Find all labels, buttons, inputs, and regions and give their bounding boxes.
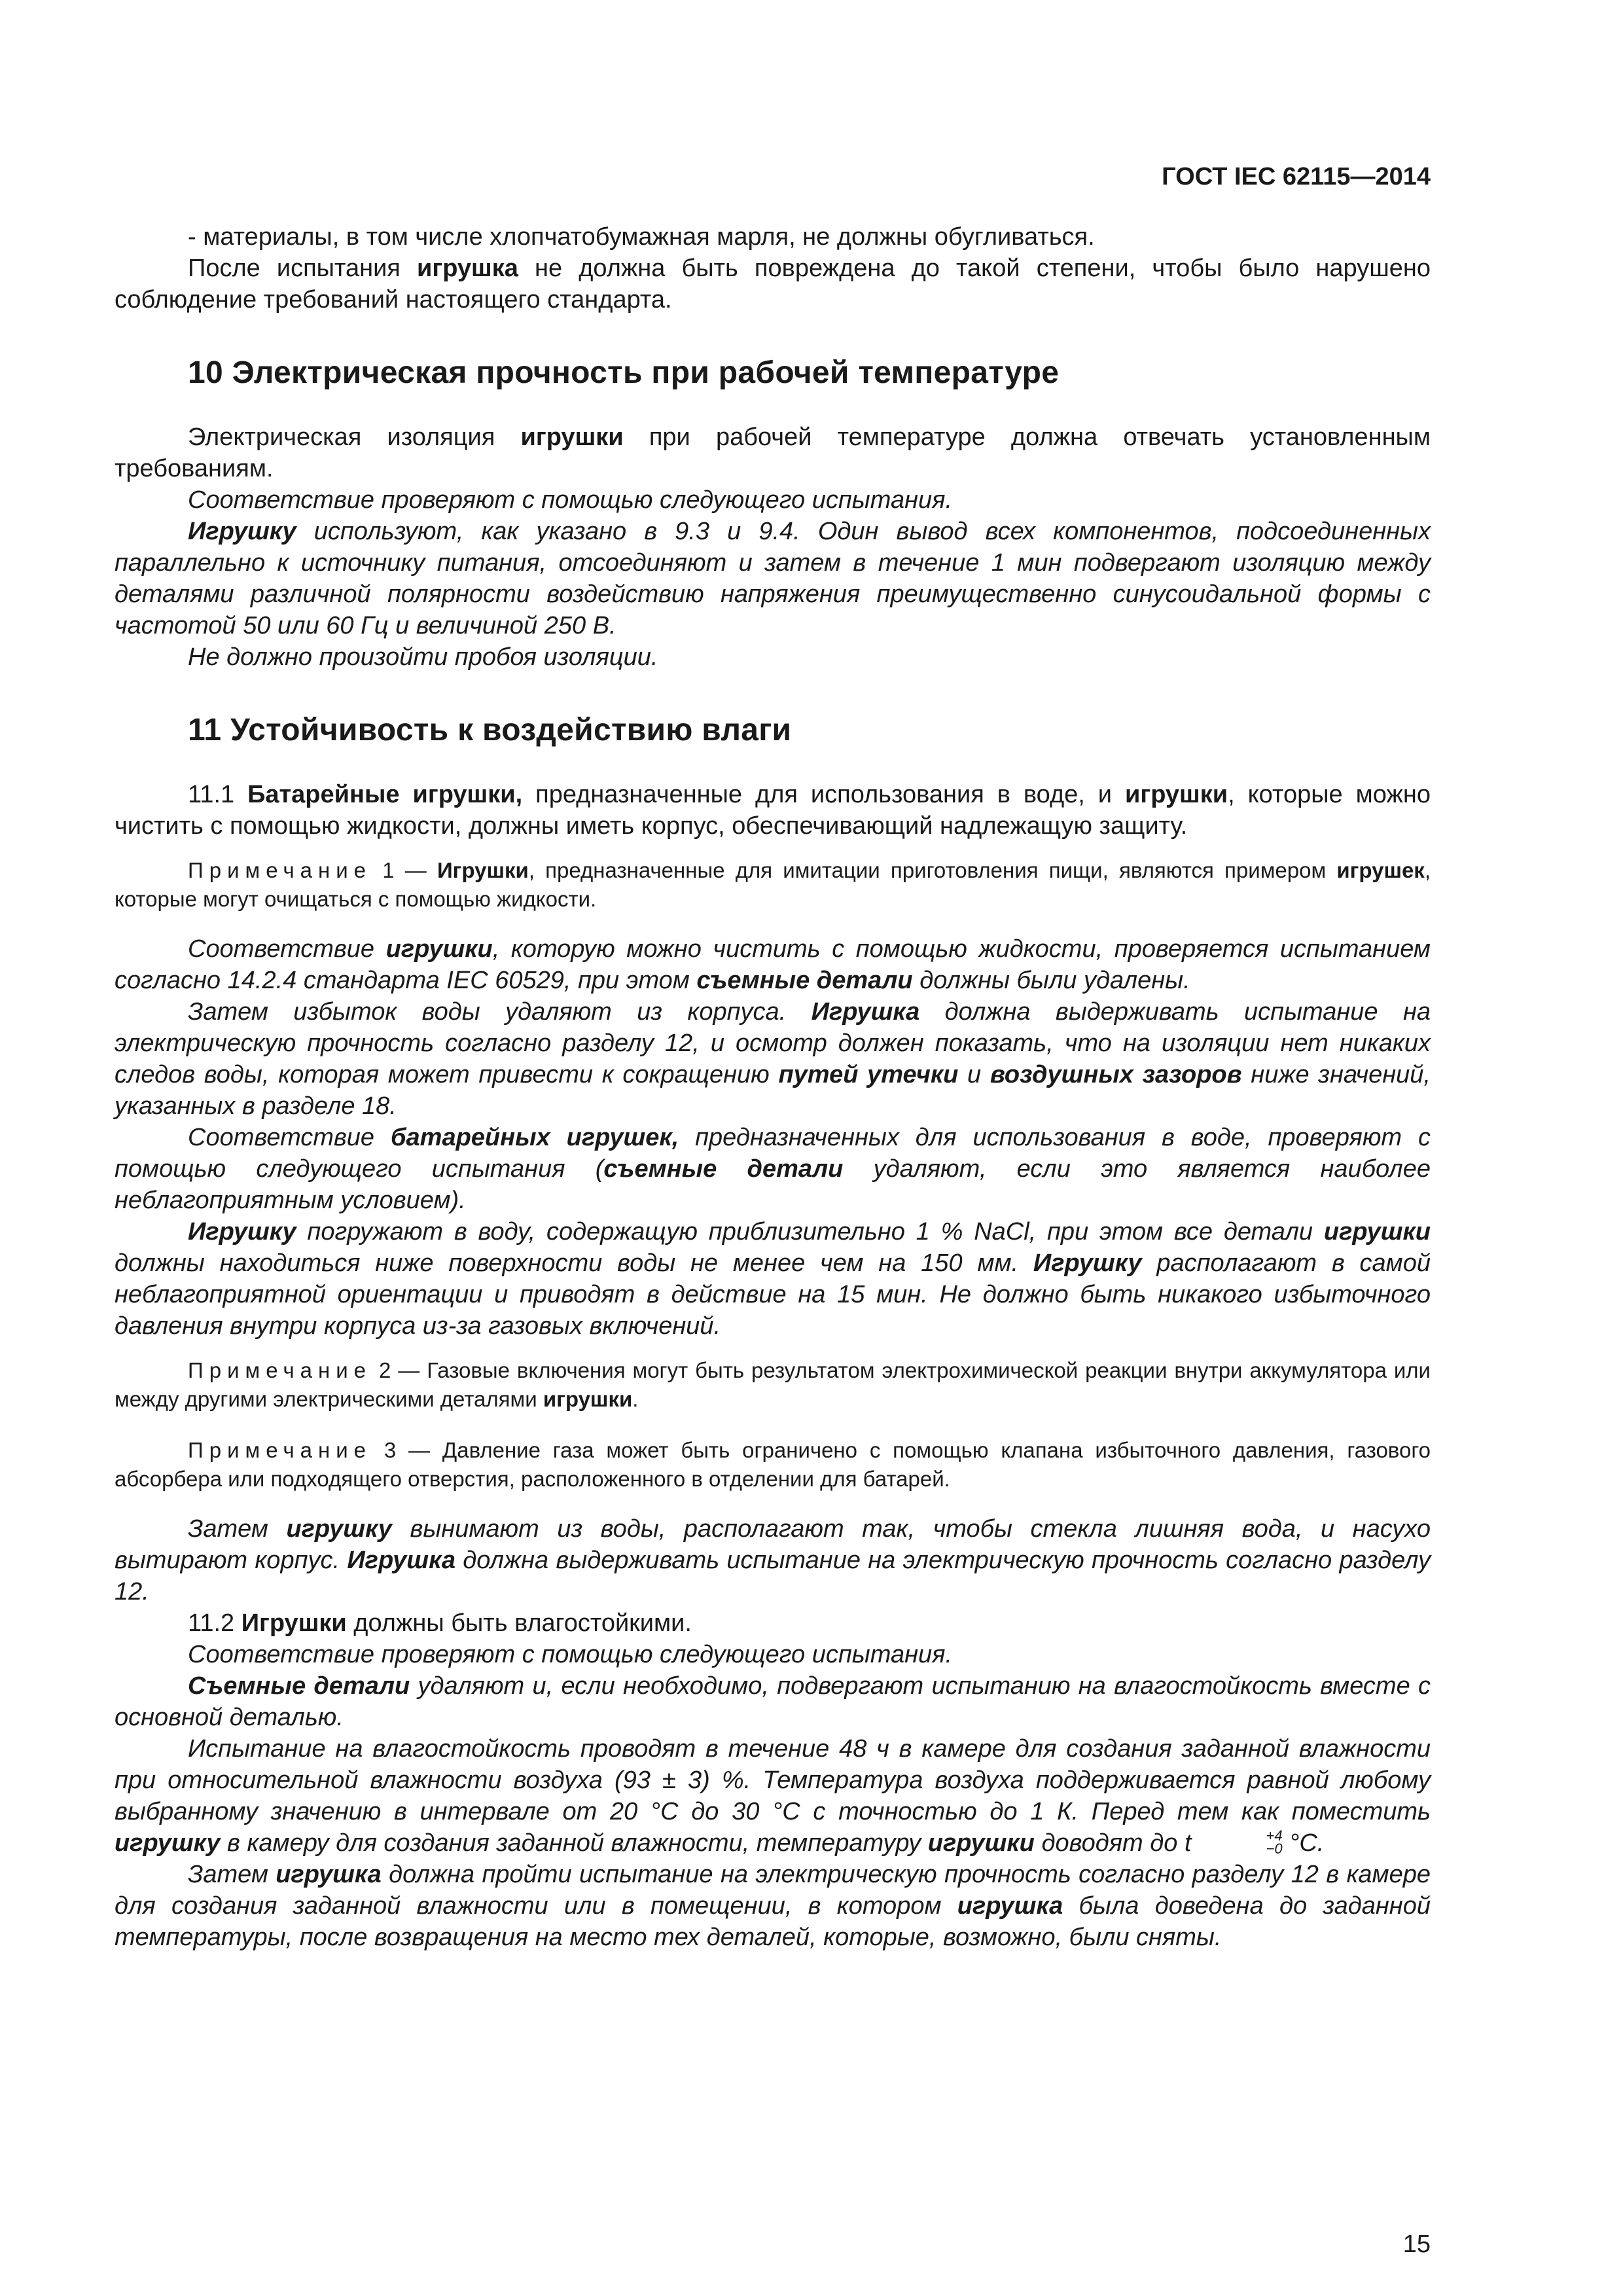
page-content (115, 221, 1431, 1953)
note-2: Примечание 2 — Газовые включения могут быть результатом электрохимической реакции внутри аккумулятора или между другими электрическими деталями игрушки. (115, 1358, 1431, 1411)
paragraph-11-1: 11.1 Батарейные игрушки, предназначенные для использования в воде, и игрушки, которые можно чистить с помощью жидкости, должны иметь корпус, обеспечивающий надлежащую защиту. (115, 781, 1431, 840)
paragraph-materials: - материалы, в том числе хлопчатобумажная марля, не должны обугливаться. (188, 223, 1095, 251)
paragraph-compliance-check: Соответствие проверяют с помощью следующего испытания. (188, 486, 952, 514)
paragraph-after-test: После испытания игрушка не должна быть повреждена до такой степени, чтобы было нарушено соблюдение требований настоящего стандарта. (115, 255, 1431, 314)
section-heading-10: 10 Электрическая прочность при рабочей температуре (188, 355, 1060, 390)
paragraph-immersion: Игрушку погружают в воду, содержащую приблизительно 1 % NaCl, при этом все детали игрушки должны находиться ниже поверхности воды не менее чем на 150 мм. Игрушку располагают в самой неблагоприятной ориентации и приводят в действие на 15 мин. Не должно быть никакого избыточного давления внутри корпуса из-за газовых включений. (115, 1218, 1431, 1340)
paragraph-humidity-test: Испытание на влагостойкость проводят в течение 48 ч в камере для создания заданной влажности при относительной влажности воздуха (93 ± 3) %. Температура воздуха поддерживается равной любому выбранному значению в интервале от 20 °С до 30 °С с точностью до 1 К. Перед тем как поместить игрушку в камеру для создания заданной влажности, температуру игрушки доводят до t +4 −0 °С. (115, 1735, 1431, 1857)
paragraph-insulation: Электрическая изоляция игрушки при рабочей температуре должна отвечать установленным требованиям. (115, 423, 1431, 482)
paragraph-final-test: Затем игрушка должна пройти испытание на электрическую прочность согласно разделу 12 в камере для создания заданной влажности или в помещении, в котором игрушка была доведена до заданной температуры, после возвращения на место тех деталей, которые, возможно, были сняты. (115, 1861, 1431, 1951)
paragraph-removal: Затем игрушку вынимают из воды, располагают так, чтобы стекла лишняя вода, и насухо вытирают корпус. Игрушка должна выдерживать испытание на электрическую прочность согласно разделу 12. (115, 1515, 1431, 1605)
paragraph-compliance-humidity: Соответствие проверяют с помощью следующего испытания. (188, 1641, 952, 1668)
paragraph-no-breakdown: Не должно произойти пробоя изоляции. (188, 643, 658, 671)
page-number: 15 (1402, 2231, 1431, 2258)
paragraph-excess-water: Затем избыток воды удаляют из корпуса. Игрушка должна выдерживать испытание на электрическую прочность согласно разделу 12, и осмотр должен показать, что на изоляции нет никаких следов воды, которая может привести к сокращению путей утечки и воздушных зазоров ниже значений, указанных в разделе 18. (115, 998, 1431, 1120)
paragraph-detachable-parts: Съемные детали удаляют и, если необходимо, подвергают испытанию на влагостойкость вместе с основной деталью. (115, 1672, 1431, 1731)
note-3: Примечание 3 — Давление газа может быть ограничено с помощью клапана избыточного давления, газового абсорбера или подходящего отверстия, расположенного в отделении для батарей. (115, 1438, 1431, 1491)
temperature-tolerance: +4 −0 (1266, 1827, 1283, 1857)
section-heading-11: 11 Устойчивость к воздействию влаги (188, 713, 792, 747)
note-1: Примечание 1 — Игрушки, предназначенные для имитации приготовления пищи, являются примером игрушек, которые могут очищаться с помощью жидкости. (115, 858, 1431, 911)
paragraph-11-2: 11.2 Игрушки должны быть влагостойкими. (188, 1609, 692, 1637)
paragraph-test-procedure: Игрушку используют, как указано в 9.3 и 9.4. Один вывод всех компонентов, подсоединенных параллельно к источнику питания, отсоединяют и затем в течение 1 мин подвергают изоляцию между деталями различной полярности воздействию напряжения преимущественно синусоидальной формы с частотой 50 или 60 Гц и величиной 250 В. (115, 518, 1431, 639)
paragraph-compliance-battery: Соответствие батарейных игрушек, предназначенных для использования в воде, проверяют с помощью следующего испытания (съемные детали удаляют, если это является наиболее неблагоприятным условием). (115, 1124, 1431, 1214)
document-header: ГОСТ IEC 62115—2014 (1162, 163, 1431, 190)
paragraph-compliance-liquid: Соответствие игрушки, которую можно чистить с помощью жидкости, проверяется испытанием согласно 14.2.4 стандарта IEC 60529, при этом съемные детали должны были удалены. (115, 935, 1431, 994)
